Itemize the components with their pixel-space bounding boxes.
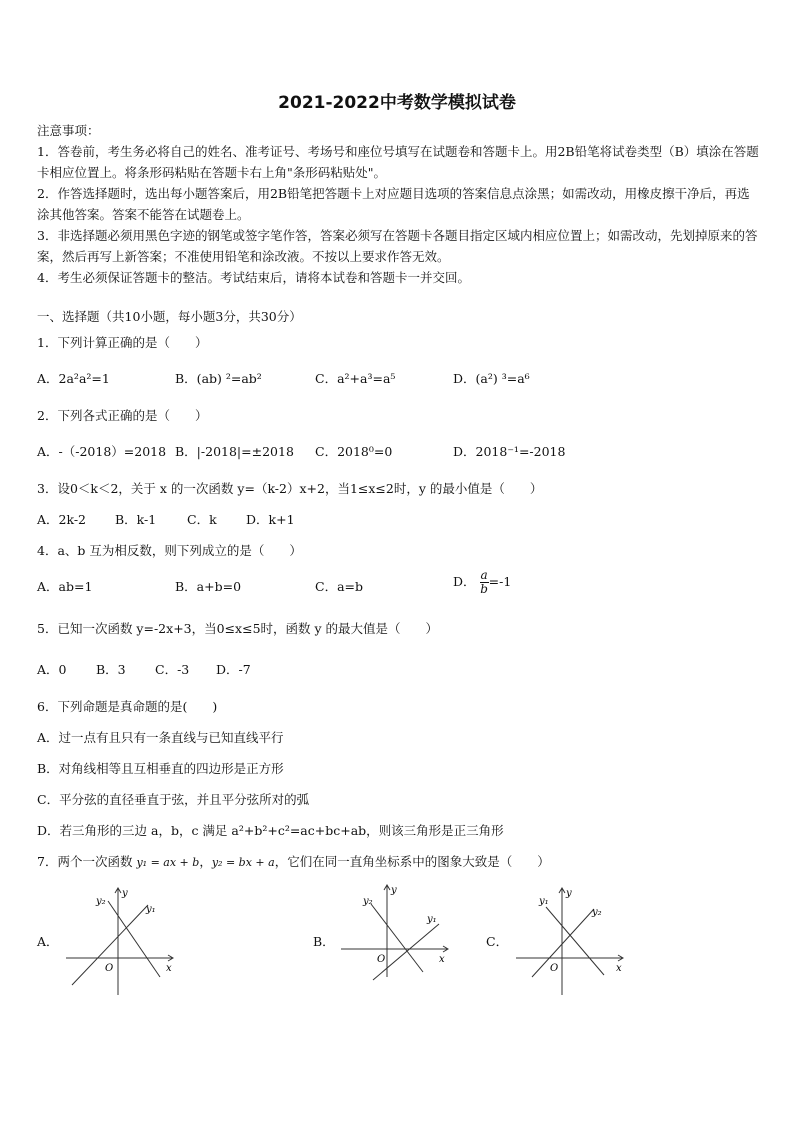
y1-label: y₁ [539, 896, 549, 907]
q4-option-d-prefix: D． [453, 574, 476, 589]
q7-stem-suffix: ，它们在同一直角坐标系中的图象大致是（ ） [274, 854, 550, 869]
q3-option-b: B．k-1 [115, 512, 157, 527]
notice-block [37, 120, 759, 288]
q7-function-2: y₂ = bx + a [211, 856, 275, 869]
y2-label: y₂ [363, 896, 373, 907]
q7-option-c-label: C． [486, 934, 509, 949]
q7-stem-prefix: 7．两个一次函数 [37, 854, 133, 869]
q2-option-a: A．-（-2018）=2018 [37, 444, 167, 459]
y2-label: y₂ [96, 896, 106, 907]
q1-option-d: D．(a²) ³=a⁶ [453, 371, 530, 386]
q6-option-a: A．过一点有且只有一条直线与已知直线平行 [37, 730, 284, 745]
q5-option-d: D．-7 [216, 662, 251, 677]
q4-option-d [453, 569, 511, 596]
q4-option-c: C．a=b [315, 579, 363, 594]
q2-option-d: D．2018⁻¹=-2018 [453, 444, 566, 459]
q4-option-b: B．a+b=0 [175, 579, 242, 594]
x-axis-label: x [616, 963, 622, 974]
notice-item-4: 4．考生必须保证答题卡的整洁。考试结束后，请将本试卷和答题卡一并交回。 [37, 270, 470, 285]
q5-option-b: B．3 [96, 662, 126, 677]
y-axis-label: y [391, 885, 397, 896]
q5-stem: 5．已知一次函数 y=-2x+3，当0≤x≤5时，函数 y 的最大值是（ ） [37, 621, 439, 636]
q1-option-a: A．2a²a²=1 [37, 371, 110, 386]
q7-separator: ， [199, 854, 212, 869]
origin-label: O [105, 963, 114, 974]
q5-option-c: C．-3 [155, 662, 190, 677]
origin-label: O [550, 963, 559, 974]
origin-label: O [377, 954, 386, 965]
q1-stem: 1．下列计算正确的是（ ） [37, 335, 208, 350]
q2-option-c: C．2018⁰=0 [315, 444, 393, 459]
x-axis-label: x [439, 954, 445, 965]
y-axis-label: y [566, 888, 572, 899]
q7-option-b-label: B． [313, 934, 335, 949]
q7-graph-c [510, 885, 635, 1000]
fraction-numerator: a [480, 568, 488, 582]
x-axis-label: x [166, 963, 172, 974]
y-axis-label: y [122, 888, 128, 899]
q1-option-c: C．a²+a³=a⁵ [315, 371, 396, 386]
line-y1 [373, 924, 439, 980]
y1-label: y₁ [427, 914, 437, 925]
q7-graph-a [60, 885, 180, 1000]
section-heading: 一、选择题（共10小题，每小题3分，共30分） [37, 309, 302, 324]
q3-option-c: C．k [187, 512, 217, 527]
q3-option-a: A．2k-2 [37, 512, 87, 527]
q6-option-c: C．平分弦的直径垂直于弦，并且平分弦所对的弧 [37, 792, 310, 807]
notice-item-2: 2．作答选择题时，选出每小题答案后，用2B铅笔把答题卡上对应题目选项的答案信息点涂黑；如需改动，用橡皮擦干净后，再选涂其他答案。答案不能答在试题卷上。 [37, 186, 750, 222]
q7-stem [37, 852, 550, 870]
q6-option-d: D．若三角形的三边 a，b，c 满足 a²+b²+c²=ac+bc+ab，则该三角形是正三角形 [37, 823, 504, 838]
q5-option-a: A．0 [37, 662, 67, 677]
notice-item-1: 1．答卷前，考生务必将自己的姓名、准考证号、考场号和座位号填写在试题卷和答题卡上。用2B铅笔将试卷类型（B）填涂在答题卡相应位置上。将条形码粘贴在答题卡右上角"条形码粘贴处"。 [37, 144, 759, 180]
q2-option-b: B．|-2018|=±2018 [175, 444, 294, 459]
q2-stem: 2．下列各式正确的是（ ） [37, 408, 208, 423]
page-title: 2021-2022中考数学模拟试卷 [278, 93, 516, 113]
fraction-a-over-b [480, 569, 489, 596]
q3-stem: 3．设0＜k＜2，关于 x 的一次函数 y=（k-2）x+2，当1≤x≤2时，y 的最小值是（ ） [37, 481, 543, 496]
q7-function-1: y₁ = ax + b [136, 856, 200, 869]
q3-option-d: D．k+1 [246, 512, 295, 527]
q6-option-b: B．对角线相等且互相垂直的四边形是正方形 [37, 761, 284, 776]
y1-label: y₁ [146, 904, 156, 915]
line-y2 [532, 909, 594, 977]
notice-item-3: 3．非选择题必须用黑色字迹的钢笔或签字笔作答，答案必须写在答题卡各题目指定区域内相应位置上；如需改动，先划掉原来的答案，然后再写上新答案；不准使用铅笔和涂改液。不按以上要求作答无效。 [37, 228, 758, 264]
notice-heading: 注意事项： [37, 123, 100, 138]
q4-option-a: A．ab=1 [37, 579, 93, 594]
q4-stem: 4．a、b 互为相反数，则下列成立的是（ ） [37, 543, 302, 558]
fraction-denominator: b [480, 582, 488, 596]
y2-label: y₂ [592, 907, 602, 918]
q1-option-b: B．(ab) ²=ab² [175, 371, 262, 386]
q7-option-a-label: A． [37, 934, 59, 949]
q4-option-d-suffix: =-1 [488, 574, 512, 589]
q7-graph-b [335, 882, 460, 982]
q6-stem: 6．下列命题是真命题的是( ) [37, 699, 218, 714]
